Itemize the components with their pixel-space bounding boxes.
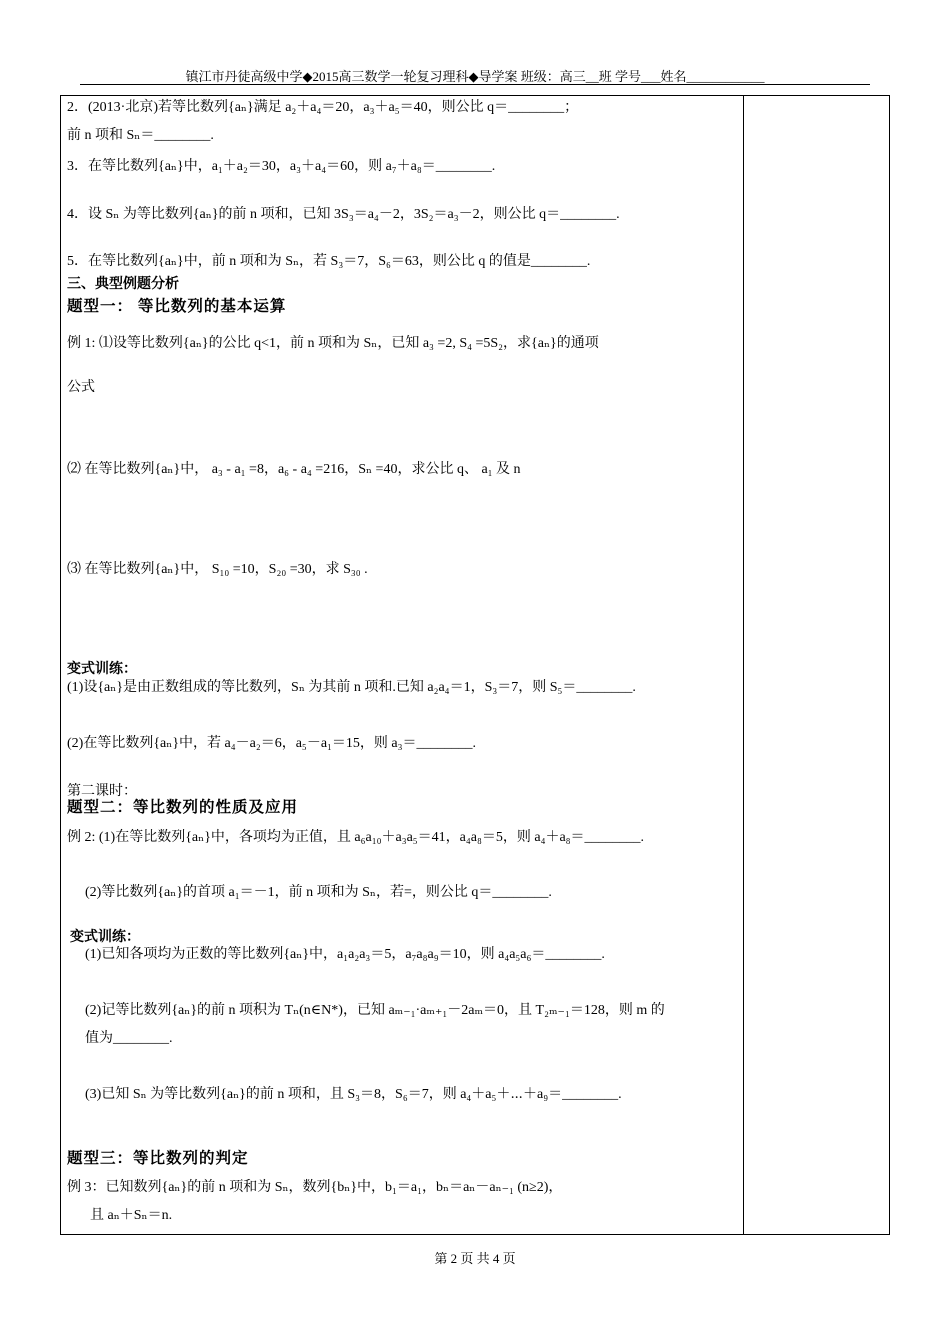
- example-2-part-1: 例 2: (1)在等比数列{aₙ}中，各项均为正值，且 a₆a₁₀＋a₃a₅＝41，a₄a₈＝5，则 a₄＋a₈＝________.: [67, 830, 645, 845]
- example-3-cont: 且 aₙ＋Sₙ＝n.: [90, 1208, 173, 1223]
- example-1-part-3: ⑶ 在等比数列{aₙ}中， S₁₀ =10，S₂₀ =30，求 S₃₀ .: [67, 562, 368, 577]
- notes-column-divider: [743, 95, 744, 1235]
- exercise-4: 4．设 Sₙ 为等比数列{aₙ}的前 n 项和，已知 3S₃＝a₄－2，3S₂＝a₃－2，则公比 q＝________.: [67, 207, 620, 222]
- type-3-heading: 题型三：等比数列的判定: [67, 1150, 249, 1167]
- example-3: 例 3：已知数列{aₙ}的前 n 项和为 Sₙ，数列{bₙ}中，b₁＝a₁，bₙ＝aₙ－aₙ₋₁ (n≥2)，: [67, 1180, 563, 1195]
- variant-2-2-cont: 值为________.: [85, 1031, 173, 1046]
- example-2-part-2: (2)等比数列{aₙ}的首项 a₁＝－1，前 n 项和为 Sₙ，若=，则公比 q＝________.: [85, 885, 552, 900]
- variant-training-heading: 变式训练：: [67, 662, 137, 677]
- exercise-2: 2．(2013·北京)若等比数列{aₙ}满足 a₂＋a₄＝20，a₃＋a₅＝40，则公比 q＝________；: [67, 100, 579, 115]
- variant-2-3: (3)已知 Sₙ 为等比数列{aₙ}的前 n 项和，且 S₃＝8，S₆＝7，则 a₄＋a₅＋⋯＋a₉＝________.: [85, 1087, 622, 1102]
- variant-training-heading-2: 变式训练：: [70, 930, 140, 945]
- variant-2: (2)在等比数列{aₙ}中，若 a₄－a₂＝6，a₅－a₁＝15，则 a₃＝________.: [67, 736, 477, 751]
- type-2-heading: 题型二：等比数列的性质及应用: [67, 799, 299, 816]
- header-rule: [80, 84, 870, 85]
- type-1-heading: 题型一： 等比数列的基本运算: [67, 298, 287, 315]
- page-footer: 第 2 页 共 4 页: [434, 1251, 516, 1266]
- exercise-2-cont: 前 n 项和 Sₙ＝________.: [67, 128, 214, 143]
- example-1-part-1-cont: 公式: [67, 380, 95, 395]
- example-1-part-2: ⑵ 在等比数列{aₙ}中， a₃ - a₁ =8，a₆ - a₄ =216，Sₙ =40，求公比 q、 a₁ 及 n: [67, 462, 521, 477]
- page-header: 镇江市丹徒高级中学◆2015高三数学一轮复习理科◆导学案 班级：高三__班 学号___姓名____________: [185, 69, 765, 84]
- example-1-part-1: 例 1: ⑴设等比数列{aₙ}的公比 q<1，前 n 项和为 Sₙ，已知 a₃ =2, S₄ =5S₂，求{aₙ}的通项: [67, 336, 599, 351]
- exercise-5: 5．在等比数列{aₙ}中，前 n 项和为 Sₙ，若 S₃＝7，S₆＝63，则公比 q 的值是________.: [67, 254, 591, 269]
- variant-2-2: (2)记等比数列{aₙ}的前 n 项积为 Tₙ(n∈N*)，已知 aₘ₋₁·aₘ₊₁－2aₘ＝0，且 T₂ₘ₋₁＝128，则 m 的: [85, 1003, 665, 1018]
- section-heading: 三、典型例题分析: [67, 277, 179, 292]
- exercise-3: 3．在等比数列{aₙ}中，a₁＋a₂＝30，a₃＋a₄＝60，则 a₇＋a₈＝________.: [67, 159, 496, 174]
- second-lesson-label: 第二课时：: [67, 784, 137, 799]
- variant-2-1: (1)已知各项均为正数的等比数列{aₙ}中，a₁a₂a₃＝5，a₇a₈a₉＝10，则 a₄a₅a₆＝________.: [85, 947, 605, 962]
- variant-1: (1)设{aₙ}是由正数组成的等比数列，Sₙ 为其前 n 项和.已知 a₂a₄＝1，S₃＝7，则 S₅＝________.: [67, 680, 636, 695]
